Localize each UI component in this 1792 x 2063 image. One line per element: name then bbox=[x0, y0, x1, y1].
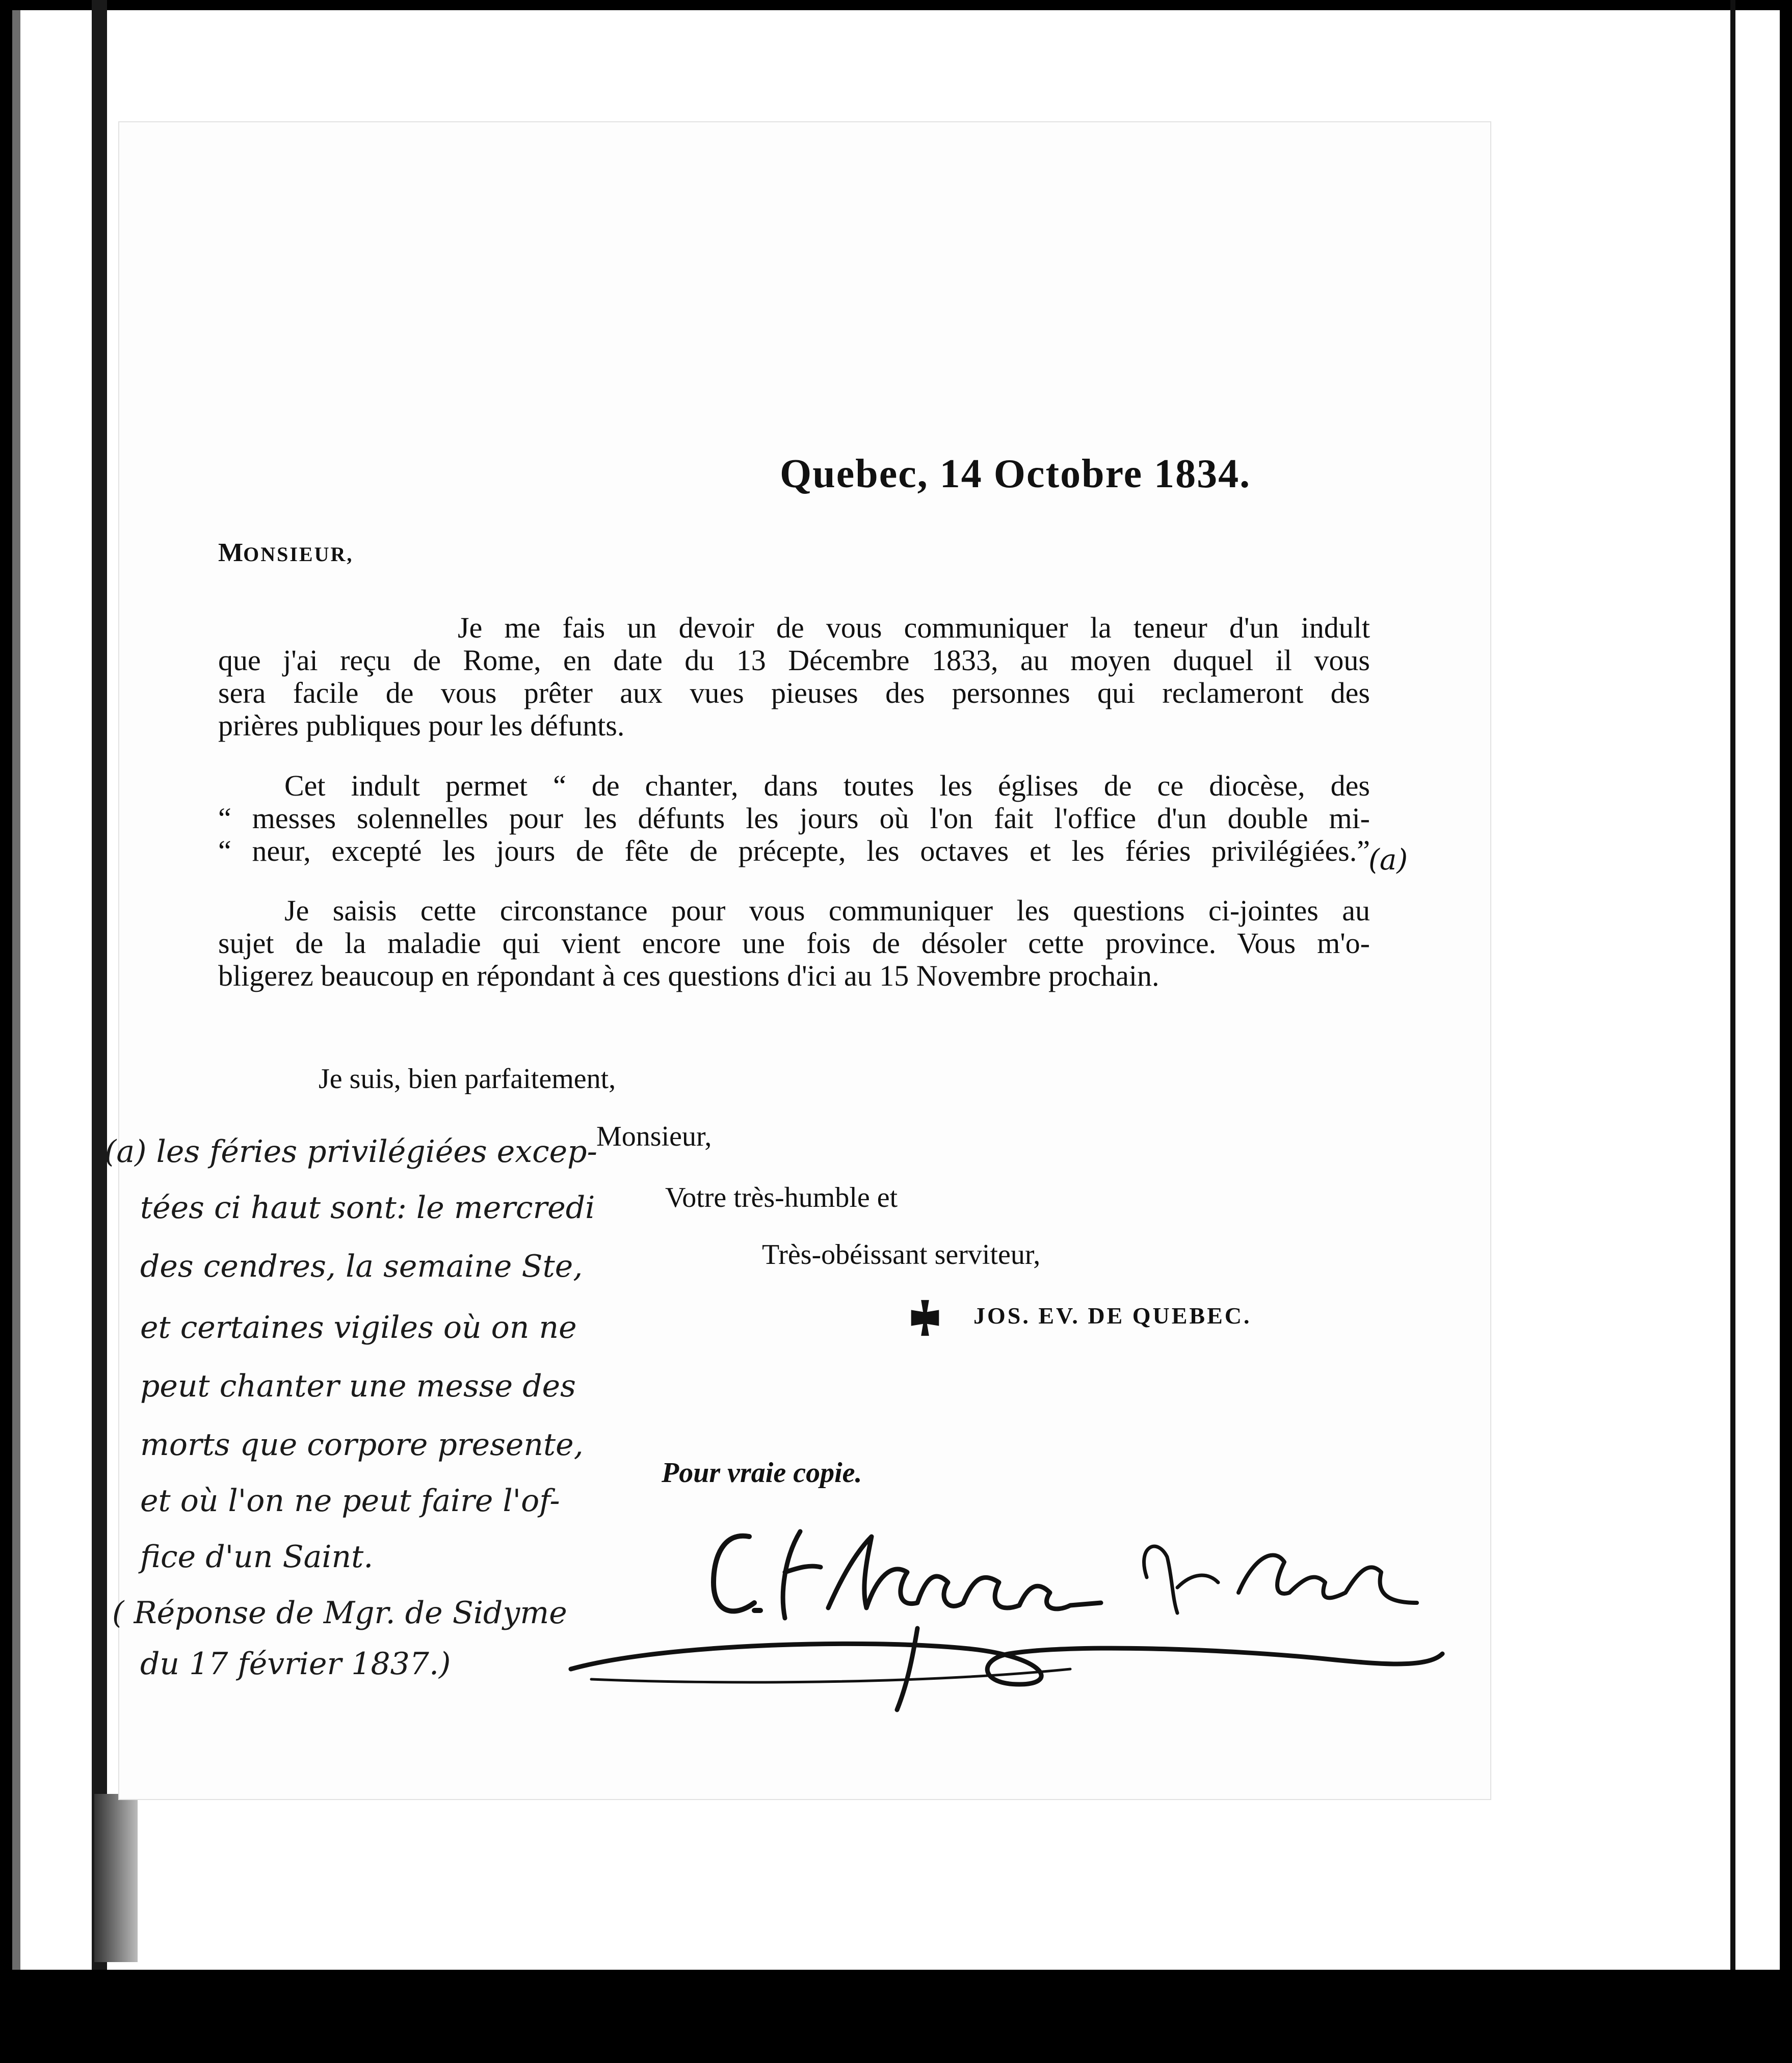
salutation-initial: M bbox=[218, 538, 244, 567]
cross-icon bbox=[905, 1298, 945, 1338]
paragraph-line: sujet de la maladie qui vient encore une fois de désoler cette province. Vous m'o- bbox=[218, 927, 1370, 960]
footnote-mark: (a) bbox=[1368, 843, 1408, 877]
page-rule-right bbox=[1730, 0, 1735, 1970]
binding-rule-left bbox=[92, 0, 107, 1970]
letter-title: Quebec, 14 Octobre 1834. bbox=[780, 452, 1251, 496]
paragraph-line: bligerez beaucoup en répondant à ces questions d'ici au 15 Novembre prochain. bbox=[218, 959, 1159, 992]
paragraph-2 bbox=[218, 770, 1370, 867]
handwritten-note-line: des cendres, la semaine Ste, bbox=[140, 1249, 583, 1284]
handwritten-note-line: (a) les féries privilégiées excep- bbox=[104, 1134, 597, 1170]
closing-line: Je suis, bien parfaitement, bbox=[319, 1063, 616, 1095]
paragraph-line: Je me fais un devoir de vous communiquer la teneur d'un indult bbox=[458, 611, 1370, 644]
salutation bbox=[218, 538, 353, 568]
paragraph-line: “ neur, excepté les jours de fête de précepte, les octaves et les féries privilégiées.” bbox=[218, 834, 1370, 867]
paragraph-3 bbox=[218, 894, 1370, 992]
handwritten-note-line: ( Réponse de Mgr. de Sidyme bbox=[112, 1595, 567, 1631]
closing-line: Monsieur, bbox=[596, 1121, 712, 1152]
scan-edge-left bbox=[12, 10, 20, 1970]
paragraph-line: prières publiques pour les défunts. bbox=[218, 709, 625, 742]
binding-rule-fade bbox=[94, 1794, 138, 1962]
handwritten-note-line: tées ci haut sont: le mercredi bbox=[140, 1190, 595, 1226]
salutation-rest: ONSIEUR, bbox=[243, 543, 354, 566]
handwritten-note-line: et certaines vigiles où on ne bbox=[140, 1310, 577, 1345]
paragraph-line: sera facile de vous prêter aux vues pieuses des personnes qui reclameront des bbox=[218, 676, 1370, 709]
handwritten-note-line: morts que corpore presente, bbox=[140, 1427, 584, 1463]
scan-border-top bbox=[0, 0, 1792, 10]
printed-signature: JOS. EV. DE QUEBEC. bbox=[973, 1303, 1252, 1329]
paragraph-line: Cet indult permet “ de chanter, dans toutes les églises de ce diocèse, des bbox=[284, 769, 1370, 802]
paragraph-line: “ messes solennelles pour les défunts les jours où l'on fait l'office d'un double mi- bbox=[218, 802, 1370, 835]
handwritten-note-line: peut chanter une messe des bbox=[140, 1368, 576, 1404]
closing-line: Votre très-humble et bbox=[665, 1182, 898, 1213]
handwritten-signature bbox=[561, 1516, 1447, 1720]
handwritten-note-line: et où l'on ne peut faire l'of- bbox=[140, 1483, 560, 1519]
scan-border-left bbox=[0, 0, 12, 2063]
paragraph-1 bbox=[218, 612, 1370, 742]
scan-border-bottom bbox=[0, 1970, 1792, 2063]
closing-line: Très-obéissant serviteur, bbox=[762, 1239, 1041, 1271]
handwritten-note-line: fice d'un Saint. bbox=[140, 1539, 374, 1575]
paragraph-line: Je saisis cette circonstance pour vous communiquer les questions ci-jointes au bbox=[284, 894, 1370, 927]
handwritten-note-line: du 17 février 1837.) bbox=[140, 1646, 451, 1682]
scan-border-right bbox=[1780, 0, 1792, 2063]
paragraph-line: que j'ai reçu de Rome, en date du 13 Décembre 1833, au moyen duquel il vous bbox=[218, 644, 1370, 677]
copy-label: Pour vraie copie. bbox=[662, 1457, 862, 1489]
